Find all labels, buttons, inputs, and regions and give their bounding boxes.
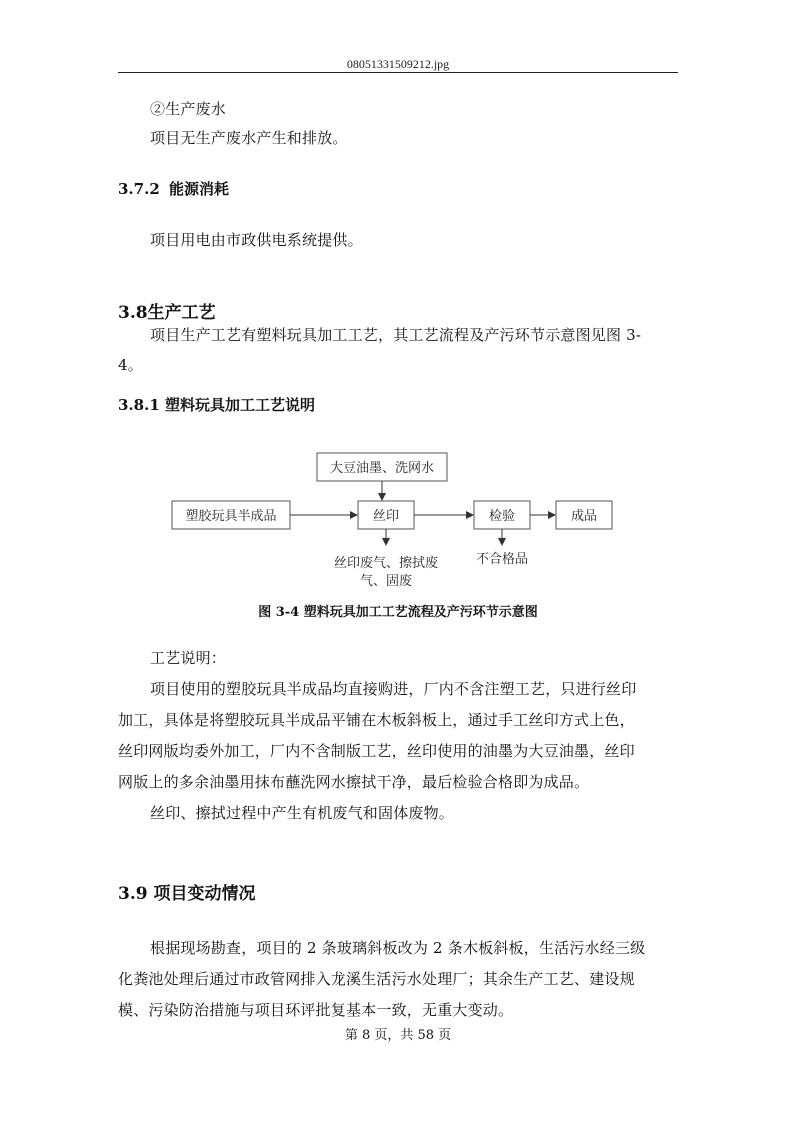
- energy-text: 项目用电由市政供电系统提供。: [150, 231, 363, 249]
- page-footer: 第 8 页，共 58 页: [344, 1028, 452, 1043]
- change-heading: 3.9 项目变动情况: [118, 884, 256, 904]
- process-subheading: 3.8.1 塑料玩具加工工艺说明: [118, 396, 315, 414]
- energy-heading-title: 能源消耗: [169, 180, 230, 198]
- process-heading-title: 生产工艺: [147, 303, 216, 323]
- craft-line4: 网版上的多余油墨用抹布蘸洗网水擦拭干净，最后检验合格即为成品。: [118, 773, 590, 791]
- inspection-label: 检验: [488, 509, 516, 524]
- wastewater-text: 项目无生产废水产生和排放。: [150, 129, 348, 147]
- energy-heading: [118, 178, 229, 199]
- wastewater-heading: ②生产废水: [150, 100, 227, 118]
- craft-label: 工艺说明：: [150, 649, 227, 667]
- change-line2: 化粪池处理后通过市政管网排入龙溪生活污水处理厂；其余生产工艺、建设规: [118, 970, 635, 988]
- process-flow-diagram: [160, 445, 620, 595]
- craft-line1: 项目使用的塑胶玩具半成品均直接购进，厂内不含注塑工艺，只进行丝印: [150, 680, 637, 698]
- print-waste-line2: 气、固废: [359, 574, 413, 589]
- print-waste-line1: 丝印废气、擦拭废: [333, 556, 439, 571]
- energy-heading-number: 3.7.2: [118, 180, 160, 198]
- change-line1: 根据现场勘查，项目的 2 条玻璃斜板改为 2 条木板斜板，生活污水经三级: [150, 939, 646, 957]
- craft-pollution: 丝印、擦拭过程中产生有机废气和固体废物。: [150, 804, 455, 822]
- process-intro-line2: 4。: [118, 356, 143, 374]
- inputs-box-label: 大豆油墨、洗网水: [329, 461, 435, 476]
- figure-caption: 图 3-4 塑料玩具加工工艺流程及产污环节示意图: [258, 605, 538, 620]
- craft-line3: 丝印网版均委外加工，厂内不含制版工艺，丝印使用的油墨为大豆油墨，丝印: [118, 742, 635, 760]
- header-divider: [118, 72, 678, 73]
- product-label: 成品: [570, 509, 598, 524]
- process-intro-line1: 项目生产工艺有塑料玩具加工工艺，其工艺流程及产污环节示意图见图 3-: [150, 326, 642, 344]
- change-line3: 模、污染防治措施与项目环评批复基本一致，无重大变动。: [118, 1001, 514, 1019]
- screen-print-label: 丝印: [372, 509, 400, 524]
- process-heading-number: 3.8: [118, 303, 148, 323]
- page-header-filename: 08051331509212.jpg: [346, 57, 450, 71]
- reject-output: 不合格品: [475, 552, 529, 567]
- craft-line2: 加工，具体是将塑胶玩具半成品平铺在木板斜板上，通过手工丝印方式上色，: [118, 711, 635, 729]
- raw-material-label: 塑胶玩具半成品: [185, 509, 277, 524]
